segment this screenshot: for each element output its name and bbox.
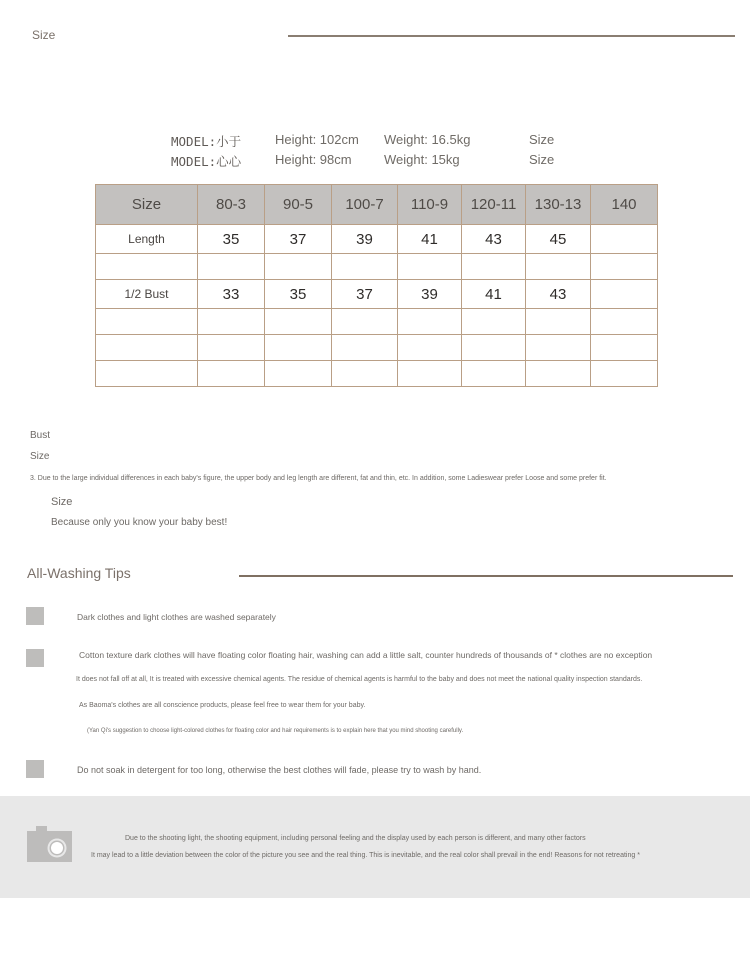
table-cell: 41 <box>462 280 526 309</box>
table-row <box>96 309 658 335</box>
table-cell <box>198 335 265 361</box>
table-cell <box>332 361 398 387</box>
note-bust: Bust <box>30 430 51 441</box>
table-cell <box>462 254 526 280</box>
model-size: Size <box>529 132 555 147</box>
model-name: MODEL:心心 <box>171 154 242 169</box>
row-label <box>96 309 198 335</box>
bullet-square <box>26 760 44 778</box>
size-chart-table <box>95 184 658 387</box>
camera-icon <box>27 826 72 862</box>
table-cell <box>526 335 591 361</box>
table-cell <box>398 361 462 387</box>
column-header: 130-13 <box>526 185 591 225</box>
table-cell: 39 <box>332 225 398 254</box>
table-cell <box>265 309 332 335</box>
table-cell <box>332 254 398 280</box>
washing-tip: As Baoma's clothes are all conscience products, please feel free to wear them for your baby. <box>79 702 366 709</box>
table-cell <box>198 361 265 387</box>
table-cell <box>398 335 462 361</box>
column-header: Size <box>96 185 198 225</box>
model-weight: Weight: 15kg <box>384 152 460 167</box>
table-cell <box>332 335 398 361</box>
table-cell <box>398 309 462 335</box>
table-row <box>96 361 658 387</box>
table-cell: 39 <box>398 280 462 309</box>
row-label <box>96 254 198 280</box>
table-cell <box>462 361 526 387</box>
washing-tip: Do not soak in detergent for too long, otherwise the best clothes will fade, please try to wash by hand. <box>77 765 482 775</box>
row-label: 1/2 Bust <box>96 280 198 309</box>
note-size: Size <box>30 451 50 462</box>
table-cell <box>265 361 332 387</box>
model-size: Size <box>529 152 555 167</box>
table-cell: 35 <box>198 225 265 254</box>
table-cell <box>198 309 265 335</box>
washing-tip: (Yan Qi's suggestion to choose light-colored clothes for floating color and hair requirements is to explain here that you mind shooting carefully. <box>87 728 464 734</box>
table-cell <box>591 361 658 387</box>
table-cell: 37 <box>332 280 398 309</box>
row-label <box>96 335 198 361</box>
table-cell <box>265 335 332 361</box>
note-know-baby: Because only you know your baby best! <box>51 517 228 528</box>
row-label <box>96 361 198 387</box>
table-cell <box>462 335 526 361</box>
table-cell <box>526 361 591 387</box>
model-height: Height: 98cm <box>275 152 352 167</box>
table-cell <box>462 309 526 335</box>
table-row <box>96 335 658 361</box>
table-cell <box>198 254 265 280</box>
note-point-3: 3. Due to the large individual differences in each baby's figure, the upper body and leg length are different, fat and thin, etc. In addition, some Ladieswear prefer Loose and some prefer fit. <box>30 475 607 482</box>
table-row <box>96 280 658 309</box>
washing-tip: Dark clothes and light clothes are washed separately <box>77 612 276 622</box>
table-row <box>96 254 658 280</box>
table-header-row <box>96 185 658 225</box>
column-header: 120-11 <box>462 185 526 225</box>
column-header: 90-5 <box>265 185 332 225</box>
size-section-title: Size <box>32 28 56 42</box>
washing-tips-title: All-Washing Tips <box>27 565 131 581</box>
table-cell <box>526 254 591 280</box>
table-cell: 45 <box>526 225 591 254</box>
washing-tips-divider <box>239 575 733 577</box>
column-header: 140 <box>591 185 658 225</box>
model-name: MODEL:小于 <box>171 134 242 149</box>
table-cell <box>591 280 658 309</box>
table-cell <box>265 254 332 280</box>
table-cell <box>591 309 658 335</box>
table-cell: 33 <box>198 280 265 309</box>
table-cell <box>332 309 398 335</box>
note-size-2: Size <box>51 496 73 508</box>
table-cell <box>398 254 462 280</box>
color-disclaimer-footer <box>0 796 750 898</box>
bullet-square <box>26 607 44 625</box>
model-weight: Weight: 16.5kg <box>384 132 471 147</box>
column-header: 80-3 <box>198 185 265 225</box>
table-cell: 35 <box>265 280 332 309</box>
table-cell: 43 <box>526 280 591 309</box>
disclaimer-line-2: It may lead to a little deviation between the color of the picture you see and the real thing. This is inevitable, and the real color shall prevail in the end! Reasons for not retreating * <box>91 852 640 859</box>
table-cell <box>591 225 658 254</box>
washing-tip: Cotton texture dark clothes will have floating color floating hair, washing can add a little salt, counter hundreds of thousands of * clothes are no exception <box>79 650 653 660</box>
table-cell: 41 <box>398 225 462 254</box>
column-header: 110-9 <box>398 185 462 225</box>
table-cell <box>591 335 658 361</box>
table-cell <box>526 309 591 335</box>
disclaimer-line-1: Due to the shooting light, the shooting equipment, including personal feeling and the display used by each person is different, and many other factors <box>125 835 586 842</box>
table-cell <box>591 254 658 280</box>
model-height: Height: 102cm <box>275 132 359 147</box>
row-label: Length <box>96 225 198 254</box>
column-header: 100-7 <box>332 185 398 225</box>
table-cell: 43 <box>462 225 526 254</box>
bullet-square <box>26 649 44 667</box>
table-row <box>96 225 658 254</box>
size-section-divider <box>288 35 735 37</box>
washing-tip: It does not fall off at all, It is treated with excessive chemical agents. The residue of chemical agents is harmful to the baby and does not meet the national quality inspection standards. <box>76 676 643 683</box>
table-cell: 37 <box>265 225 332 254</box>
